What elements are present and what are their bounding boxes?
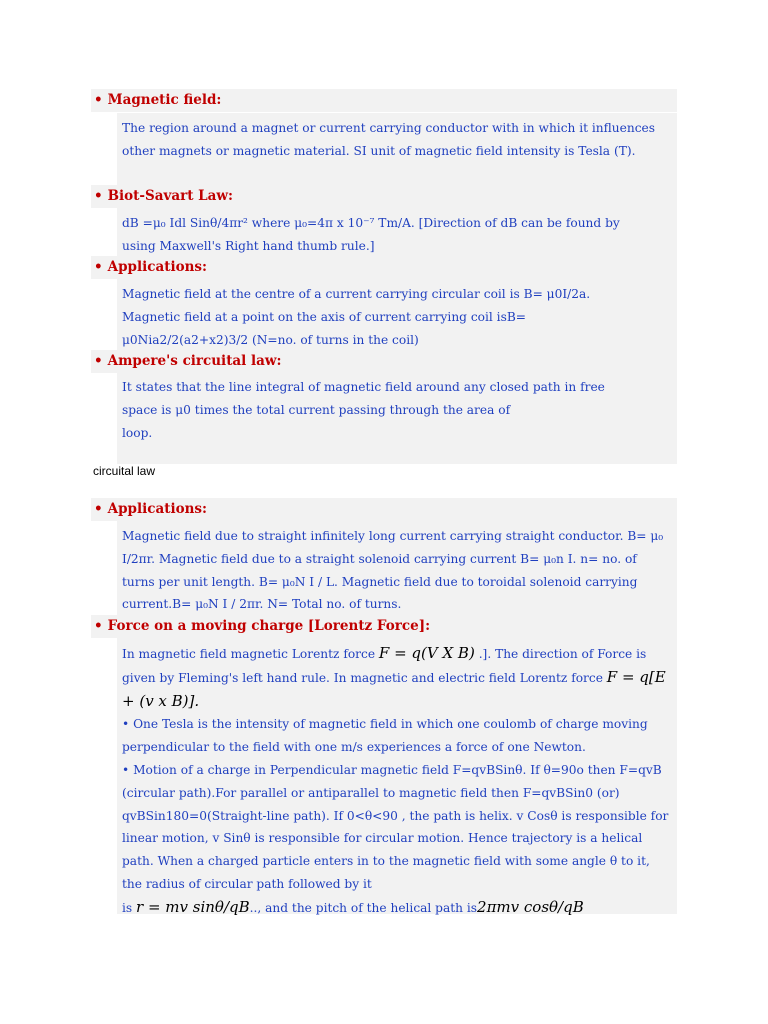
line: Magnetic field at a point on the axis of current carrying coil isB= xyxy=(122,309,527,324)
heading-applications-2 xyxy=(91,498,677,521)
bullet-icon: • xyxy=(94,501,103,517)
heading-lorentz xyxy=(91,615,677,638)
heading-biot-savart xyxy=(91,185,677,208)
ampere-body xyxy=(117,372,677,464)
text: In magnetic field magnetic Lorentz force xyxy=(122,647,376,661)
heading-text: Biot-Savart Law: xyxy=(107,188,234,204)
line: Magnetic field at the centre of a current carrying circular coil is B= μ0I/2a. xyxy=(122,287,591,301)
tesla-definition: • One Tesla is the intensity of magnetic field in which one coulomb of charge moving perpendicular to the field with one m/s experiences a force of one Newton. xyxy=(122,717,648,755)
line: using Maxwell's Right hand thumb rule.] xyxy=(122,238,375,253)
paragraph: The region around a magnet or current carrying conductor with in which it influences other magnets or magnetic material. SI unit of magnetic field intensity is Tesla (T). xyxy=(122,121,655,158)
paragraph: Magnetic field due to straight infinitely long current carrying straight conductor. B= μ₀ I/2πr. Magnetic field due to a straight solenoid carrying current B= μ₀n I. n= no. of turns per unit length. B= μ₀N I / L. Magnetic field due to toroidal solenoid carrying current.B= μ₀N I / 2πr. N= Total no. of turns. xyxy=(122,529,664,612)
text: is xyxy=(122,900,133,915)
bullet-icon: • xyxy=(94,259,103,275)
lorentz-paragraph-1 xyxy=(122,642,673,713)
bullet-icon: • xyxy=(94,353,103,369)
biot-savart-body xyxy=(117,208,677,256)
pitch-formula: 2πmv cosθ/qB xyxy=(477,897,584,916)
heading-text: Ampere's circuital law: xyxy=(107,353,282,369)
bullet-icon: • xyxy=(94,92,103,108)
bullet-icon: • xyxy=(94,618,103,634)
applications-1-body xyxy=(117,279,677,351)
line: μ0Nia2/2(a2+x2)3/2 (N=no. of turns in the coil) xyxy=(122,332,419,347)
line: loop. xyxy=(122,425,153,440)
radius-pitch-line xyxy=(122,896,673,920)
text: .., and the pitch of the helical path is xyxy=(249,900,478,915)
magnetic-field-body xyxy=(117,113,677,185)
line: It states that the line integral of magnetic field around any closed path in free xyxy=(122,380,605,394)
heading-text: Applications: xyxy=(107,501,207,517)
text: .]. The direction of Force is given by Fleming's left hand rule. In magnetic and electric field Lorentz force xyxy=(122,647,647,685)
heading-text: Magnetic field: xyxy=(107,92,222,108)
caption-circuital-law: circuital law xyxy=(93,464,156,478)
motion-paragraph: • Motion of a charge in Perpendicular magnetic field F=qvBSinθ. If θ=90o then F=qvB (circular path).For parallel or antiparallel to magnetic field then F=qvBSin0 (or) qvBSin180=0(Straight-line path). If 0<θ<90 , the path is helix. v Cosθ is responsible for linear motion, v Sinθ is responsible for circular motion. Hence trajectory is a helical path. When a charged particle enters in to the magnetic field with some angle θ to it, the radius of circular path followed by it xyxy=(122,762,669,891)
lorentz-formula: F = q(V X B) xyxy=(378,644,475,662)
heading-magnetic-field xyxy=(91,89,677,112)
heading-text: Applications: xyxy=(107,259,207,275)
heading-applications-1 xyxy=(91,256,677,279)
lorentz-formula-electric: F = q[E + (v x B)]. xyxy=(122,667,666,710)
bullet-icon: • xyxy=(94,188,103,204)
applications-2-body xyxy=(117,521,677,616)
line: dB =μ₀ Idl Sinθ/4πr² where μ₀=4π x 10⁻⁷ Tm/A. [Direction of dB can be found by xyxy=(122,216,620,230)
line: space is μ0 times the total current passing through the area of xyxy=(122,402,511,417)
radius-formula: r = mv sinθ/qB xyxy=(136,897,250,916)
lorentz-body xyxy=(117,638,677,914)
heading-ampere xyxy=(91,350,677,373)
heading-text: Force on a moving charge [Lorentz Force]: xyxy=(107,618,431,634)
